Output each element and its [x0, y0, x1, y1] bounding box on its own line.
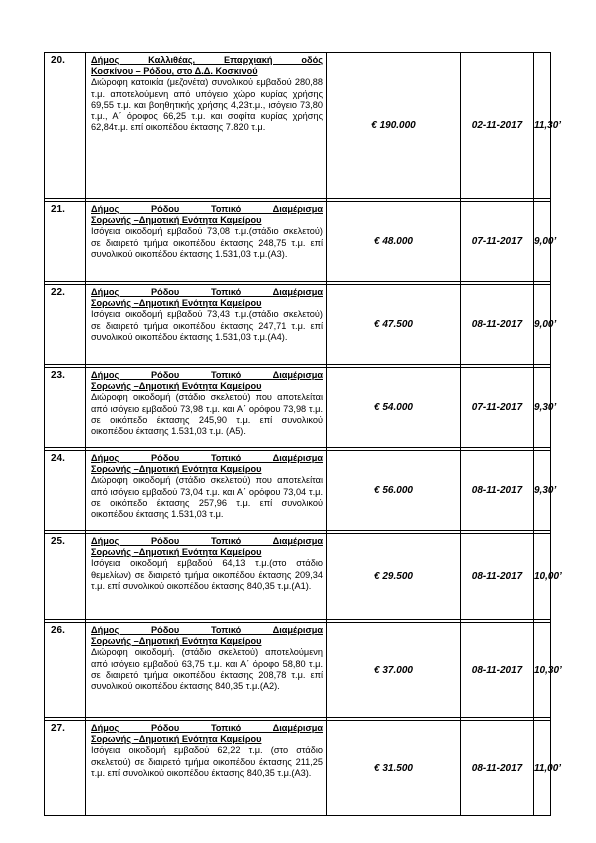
table-row — [45, 202, 551, 282]
property-description-cell — [86, 285, 327, 365]
property-description-cell — [86, 368, 327, 448]
location-line-1: Δήμος Ρόδου Τοπικό Διαμέρισμα — [91, 287, 323, 297]
starting-price: € 48.000 — [327, 202, 461, 282]
location-line-1: Δήμος Ρόδου Τοπικό Διαμέρισμα — [91, 536, 323, 546]
auction-time: 9,30’ — [534, 451, 551, 531]
property-location — [91, 453, 323, 475]
location-line-2: Σορωνής –Δημοτική Ενότητα Καμείρου — [91, 298, 262, 309]
property-description-cell — [86, 451, 327, 531]
starting-price: € 31.500 — [327, 721, 461, 816]
location-line-2: Σορωνής –Δημοτική Ενότητα Καμείρου — [91, 464, 262, 475]
location-line-1: Δήμος Ρόδου Τοπικό Διαμέρισμα — [91, 453, 323, 463]
table-row — [45, 53, 551, 199]
auction-time: 11,30’ — [534, 53, 551, 199]
property-location — [91, 55, 323, 77]
property-location — [91, 204, 323, 226]
table-row — [45, 623, 551, 718]
property-location — [91, 723, 323, 745]
starting-price: € 190.000 — [327, 53, 461, 199]
property-details: Ισόγεια οικοδομή εμβαδού 73,43 τ.μ.(στάδιο σκελετού) σε διαιρετό τμήμα οικοπέδου έκτασης 247,71 τ.μ. επί συνολικού οικοπέδου έκτασης 1.531,03 τ.μ.(Α4). — [91, 309, 323, 342]
starting-price: € 54.000 — [327, 368, 461, 448]
location-line-2: Σορωνής –Δημοτική Ενότητα Καμείρου — [91, 215, 262, 226]
property-details: Διώροφη οικοδομή. (στάδιο σκελετού) αποτελούμενη από ισόγειο εμβαδού 63,75 τ.μ. και Α΄ όροφο 58,80 τ.μ. σε διαιρετό τμήμα οικοπέδου έκτασης 208,78 τ.μ. επί συνολικού οικοπέδου έκτασης 840,35 τ.μ.(Α2). — [91, 647, 323, 692]
property-details: Ισόγεια οικοδομή εμβαδού 62,22 τ.μ. (στο στάδιο σκελετού) σε διαιρετό τμήμα οικοπέδου έκτασης 211,25 τ.μ. επί συνολικού οικοπέδου έκτασης 840,35 τ.μ.(Α3). — [91, 745, 323, 778]
location-line-2: Κοσκίνου – Ρόδου, στο Δ.Δ. Κοσκινού — [91, 66, 258, 77]
property-location — [91, 536, 323, 558]
property-details: Ισόγεια οικοδομή εμβαδού 73,08 τ.μ.(στάδιο σκελετού) σε διαιρετό τμήμα οικοπέδου έκτασης 248,75 τ.μ. επί συνολικού οικοπέδου έκτασης 1.531,03 τ.μ.(Α3). — [91, 226, 323, 259]
item-number: 22. — [45, 285, 86, 365]
property-details: Διώροφη οικοδομή (στάδιο σκελετού) που αποτελείται από ισόγειο εμβαδού 73,04 τ.μ. και Α΄ ορόφου 73,04 τ.μ. σε οικόπεδο έκτασης 257,96 τ.μ. επί συνολικού οικοπέδου έκτασης 1.531,03 τ.μ. — [91, 475, 323, 520]
location-line-2: Σορωνής –Δημοτική Ενότητα Καμείρου — [91, 547, 262, 558]
item-number: 27. — [45, 721, 86, 816]
location-line-2: Σορωνής –Δημοτική Ενότητα Καμείρου — [91, 381, 262, 392]
property-description-cell — [86, 721, 327, 816]
auction-table-body — [45, 53, 562, 816]
starting-price: € 37.000 — [327, 623, 461, 718]
property-location — [91, 370, 323, 392]
auction-date: 08-11-2017 — [461, 534, 534, 620]
starting-price: € 47.500 — [327, 285, 461, 365]
property-description-cell — [86, 623, 327, 718]
location-line-1: Δήμος Ρόδου Τοπικό Διαμέρισμα — [91, 723, 323, 733]
property-description-cell — [86, 534, 327, 620]
property-description-cell — [86, 202, 327, 282]
auction-date: 08-11-2017 — [461, 623, 534, 718]
item-number: 23. — [45, 368, 86, 448]
property-details: Ισόγεια οικοδομή εμβαδού 64,13 τ.μ.(στο στάδιο θεμελίων) σε διαιρετό τμήμα οικοπέδου έκτασης 209,34 τ.μ. επί συνολικού οικοπέδου έκτασης 840,35 τ.μ.(Α1). — [91, 558, 323, 591]
item-number: 24. — [45, 451, 86, 531]
table-row — [45, 721, 551, 816]
auction-date: 08-11-2017 — [461, 721, 534, 816]
location-line-1: Δήμος Καλλιθέας, Επαρχιακή οδός — [91, 55, 323, 65]
location-line-1: Δήμος Ρόδου Τοπικό Διαμέρισμα — [91, 370, 323, 380]
item-number: 25. — [45, 534, 86, 620]
auction-time: 10,00’ — [534, 534, 551, 620]
table-row — [45, 534, 551, 620]
location-line-2: Σορωνής –Δημοτική Ενότητα Καμείρου — [91, 734, 262, 745]
auction-date: 07-11-2017 — [461, 202, 534, 282]
property-details: Διώροφη οικοδομή (στάδιο σκελετού) που αποτελείται από ισόγειο εμβαδού 73,98 τ.μ. και Α΄ ορόφου 73,98 τ.μ. σε οικόπεδο έκτασης 245,90 τ.μ. επί συνολικού οικοπέδου έκτασης 1.531,03 τ.μ. (Α5). — [91, 392, 323, 437]
property-location — [91, 625, 323, 647]
property-details: Διώροφη κατοικία (μεζονέτα) συνολικού εμβαδού 280,88 τ.μ. αποτελούμενη από υπόγειο χώρο κυρίας χρήσης 69,55 τ.μ. και βοηθητικής χρήσης 4,23τ.μ., ισόγειο 73,80 τ.μ., Α΄ όροφος 66,25 τ.μ. και σοφίτα κυρίας χρήσης 62,84τ.μ. επί οικοπέδου έκτασης 7.820 τ.μ. — [91, 77, 323, 133]
auction-time: 9,00’ — [534, 285, 551, 365]
property-location — [91, 287, 323, 309]
item-number: 26. — [45, 623, 86, 718]
location-line-2: Σορωνής –Δημοτική Ενότητα Καμείρου — [91, 636, 262, 647]
auction-time: 9,30’ — [534, 368, 551, 448]
auction-date: 07-11-2017 — [461, 368, 534, 448]
auction-time: 9,00’ — [534, 202, 551, 282]
table-row — [45, 368, 551, 448]
auction-date: 08-11-2017 — [461, 451, 534, 531]
auction-date: 02-11-2017 — [461, 53, 534, 199]
item-number: 20. — [45, 53, 86, 199]
property-description-cell — [86, 53, 327, 199]
auction-date: 08-11-2017 — [461, 285, 534, 365]
table-row — [45, 285, 551, 365]
location-line-1: Δήμος Ρόδου Τοπικό Διαμέρισμα — [91, 625, 323, 635]
table-row — [45, 451, 551, 531]
starting-price: € 29.500 — [327, 534, 461, 620]
auction-time: 10,30’ — [534, 623, 551, 718]
item-number: 21. — [45, 202, 86, 282]
auction-table — [44, 52, 562, 816]
starting-price: € 56.000 — [327, 451, 461, 531]
location-line-1: Δήμος Ρόδου Τοπικό Διαμέρισμα — [91, 204, 323, 214]
auction-time: 11,00’ — [534, 721, 551, 816]
